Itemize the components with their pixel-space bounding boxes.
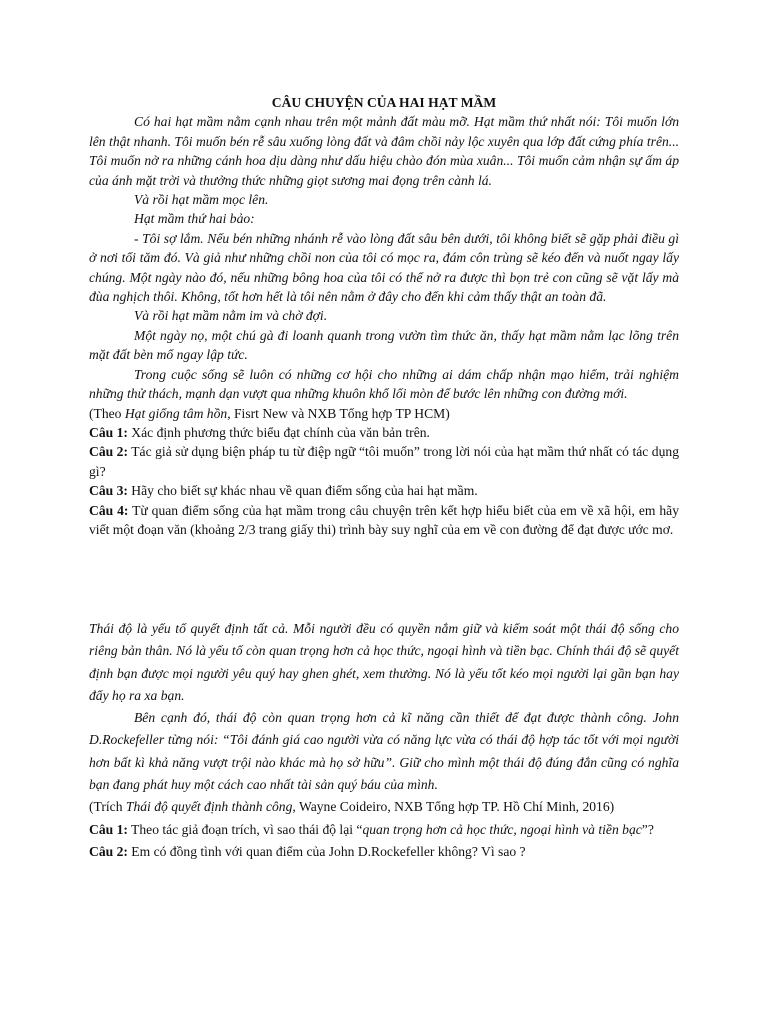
doc-title: CÂU CHUYỆN CỦA HAI HẠT MẦM <box>271 95 497 110</box>
question-text: Theo tác giả đoạn trích, vì sao thái độ lại “ <box>127 821 363 837</box>
source-publisher: , Fisrt New và NXB Tổng hợp TP HCM) <box>227 405 450 421</box>
story-paragraph-4: - Tôi sợ lắm. Nếu bén những nhánh rễ vào lòng đất sâu bên dưới, tôi không biết sẽ gặp phải điều gì ở nơi tối tăm đó. Và giả như những chồi non của tôi có mọc ra, đám côn trùng sẽ kéo đến và nuốt ngay lấy chúng. Một ngày nào đó, nếu những bông hoa của tôi có thể nở ra được thì bọn trẻ con cũng sẽ vặt lấy mà đùa nghịch thôi. Không, tốt hơn hết là tôi nên nằm ở đây cho đến khi cảm thấy thật an toàn đã. <box>89 230 679 305</box>
question-text: Tác giả sử dụng biện pháp tu từ điệp ngữ “tôi muốn” trong lời nói của hạt mầm thứ nhất có tác dụng gì? <box>89 444 679 479</box>
story-paragraph-6: Một ngày nọ, một chú gà đi loanh quanh trong vườn tìm thức ăn, thấy hạt mầm nằm lạc lõng trên mặt đất bèn mổ ngay lập tức. <box>89 327 679 363</box>
question-label: Câu 1: <box>89 424 128 440</box>
question-text-end: ”? <box>641 821 654 837</box>
question-text: Từ quan điểm sống của hạt mầm trong câu chuyện trên kết hợp hiểu biết của em về xã hội, em hãy viết một đoạn văn (khoảng 2/3 trang giấy thi) trình bày suy nghĩ của em về con đường để đạt được ước mơ. <box>89 502 679 537</box>
passage-paragraph-1: Thái độ là yếu tố quyết định tất cả. Mỗi người đều có quyền nắm giữ và kiểm soát một thái độ sống cho riêng bản thân. Nó là yếu tố còn quan trọng hơn cả học thức, ngoại hình và tiền bạc. Chính thái độ sẽ quyết định bạn được mọi người yêu quý hay ghen ghét, xem thường. Nó là yếu tốt kéo mọi người lại gần bạn hay đẩy họ ra xa bạn. <box>89 621 679 703</box>
question-6 <box>89 841 679 863</box>
question-2 <box>89 442 679 481</box>
story-paragraph-7: Trong cuộc sống sẽ luôn có những cơ hội cho những ai dám chấp nhận mạo hiểm, trải nghiệm những thử thách, mạnh dạn vượt qua những khuôn khổ lối mòn để bước lên những con đường mới. <box>89 366 679 402</box>
source-book-title: Hạt giống tâm hồn <box>124 405 228 421</box>
question-label: Câu 4: <box>89 502 129 518</box>
source-prefix: (Trích <box>89 799 126 815</box>
question-quote: quan trọng hơn cả học thức, ngoại hình và tiền bạc <box>362 821 642 837</box>
question-label: Câu 2: <box>89 843 128 859</box>
question-text: Em có đồng tình với quan điểm của John D.Rockefeller không? Vì sao ? <box>127 843 526 859</box>
story-paragraph-5: Và rồi hạt mầm nằm im và chờ đợi. <box>134 308 328 324</box>
source-prefix: (Theo <box>89 405 125 421</box>
question-4 <box>89 501 679 540</box>
question-text: Xác định phương thức biểu đạt chính của văn bản trên. <box>127 424 430 440</box>
section-attitude <box>89 618 679 863</box>
story-paragraph-3: Hạt mầm thứ hai bảo: <box>134 211 255 227</box>
question-5 <box>89 819 679 841</box>
question-label: Câu 1: <box>89 821 128 837</box>
story-paragraph-2: Và rồi hạt mầm mọc lên. <box>134 192 269 208</box>
section-story <box>89 93 679 539</box>
question-label: Câu 3: <box>89 483 128 499</box>
passage-paragraph-2: Bên cạnh đó, thái độ còn quan trọng hơn cả kĩ năng cần thiết để đạt được thành công. John D.Rockefeller từng nói: “Tôi đánh giá cao người vừa có năng lực vừa có thái độ hợp tác tốt với mọi người hơn bất kì khả năng vượt trội nào khác mà họ sở hữu”. Giữ cho mình một thái độ đúng đắn cũng có nghĩa bạn đang phát huy một cách cao nhất tài sản quý báu của mình. <box>89 710 679 793</box>
question-text: Hãy cho biết sự khác nhau về quan điểm sống của hai hạt mầm. <box>127 483 478 499</box>
question-3 <box>89 481 679 500</box>
source-publisher: , Wayne Coideiro, NXB Tổng hợp TP. Hồ Chí Minh, 2016) <box>292 799 615 815</box>
source-citation-2 <box>89 796 679 818</box>
source-book-title: Thái độ quyết định thành công <box>125 799 293 815</box>
story-paragraph-1: Có hai hạt mầm nằm cạnh nhau trên một mảnh đất màu mỡ. Hạt mầm thứ nhất nói: Tôi muốn lớn lên thật nhanh. Tôi muốn bén rễ sâu xuống lòng đất và đâm chồi nảy lộc xuyên qua lớp đất cứng phía trên... Tôi muốn nở ra những cánh hoa dịu dàng như dấu hiệu chào đón mùa xuân... Tôi muốn cảm nhận sự ấm áp của ánh mặt trời và thưởng thức những giọt sương mai đọng trên cành lá. <box>89 114 679 188</box>
source-citation-1 <box>89 404 679 423</box>
question-1 <box>89 423 679 442</box>
question-label: Câu 2: <box>89 444 128 460</box>
